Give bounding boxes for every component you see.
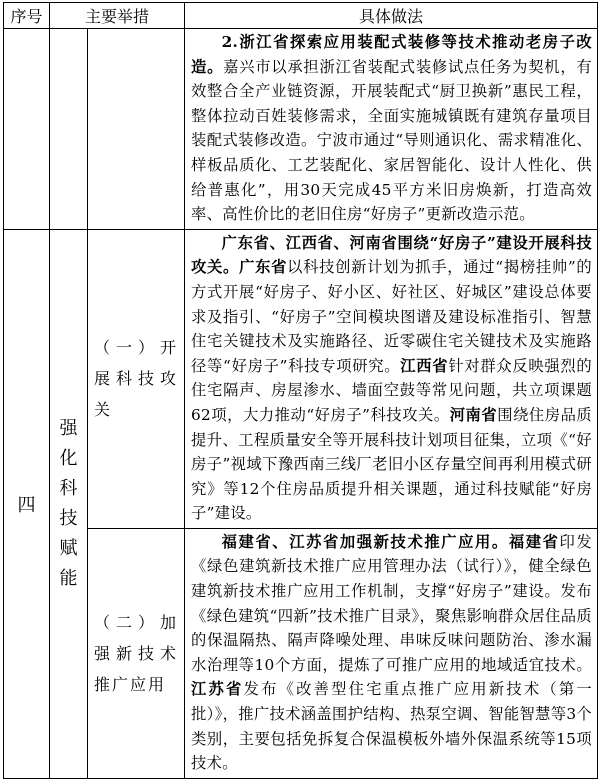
category-cell-empty: [50, 29, 88, 230]
category-cell: [50, 229, 88, 778]
category-text: 强化科技赋能: [59, 417, 78, 589]
detail-text: 针对群众反映强烈的住宅隔声、房屋渗水、墙面空鼓等常见问题，共立项课题62项，大力推动“好房子”科技攻关。: [191, 356, 593, 424]
detail-text: 印发《绿色建筑新技术推广应用管理办法（试行）》，健全绿色建筑新技术推广应用工作机制，支撑“好房子”建设。发布《绿色建筑“四新”技术推广目录》，聚焦影响群众居住品质的保温隔热、隔声降噪处理、串味反味问题防治、渗水漏水治理等10个方面，提炼了可推广应用的地域适宜技术。: [191, 532, 593, 674]
detail-cell: [185, 229, 598, 528]
sub-measure-cell: （一）开展科技攻关: [88, 229, 185, 528]
sub-measure-cell: （二）加强新技术推广应用: [88, 528, 185, 778]
table-row: [4, 229, 598, 528]
detail-heading: 福建省、江苏省加强新技术推广应用。: [221, 532, 509, 551]
seq-cell: 四: [4, 229, 50, 778]
header-measure: 主要举措: [50, 3, 185, 29]
detail-paragraph: [191, 530, 592, 776]
detail-paragraph: [191, 30, 592, 227]
detail-cell: [185, 528, 598, 778]
detail-paragraph: [191, 231, 592, 526]
province-name: 江西省: [400, 356, 449, 375]
table-row: [4, 29, 598, 230]
measures-table: [3, 2, 598, 779]
seq-cell-empty: [4, 29, 50, 230]
province-name: 河南省: [449, 405, 498, 424]
detail-text: 围绕住房品质提升、工程质量安全等开展科技计划项目征集，立项《“好房子”视域下豫西南三线厂老旧小区存量空间再利用模式研究》等12个住房品质提升相关课题，通过科技赋能“好房子”建设。: [191, 405, 593, 523]
province-name: 广东省: [239, 258, 288, 277]
detail-heading: 广东省、江西省、河南省围绕“好房子”建设开展科技攻关。: [191, 233, 593, 277]
header-practice: 具体做法: [185, 3, 598, 29]
header-seq: 序号: [4, 3, 50, 29]
table-header-row: [4, 3, 598, 29]
sub-cell-empty: [88, 29, 185, 230]
province-name: 江苏省: [191, 680, 244, 699]
table-row: [4, 528, 598, 778]
detail-text: 以科技创新计划为抓手，通过“揭榜挂帅”的方式开展“好房子、好小区、好社区、好城区”建设总体要求及指引、“好房子”空间模块图谱及建设标准指引、智慧住宅关键技术及实施路径、近零碳住宅关键技术及实施路径等“好房子”科技专项研究。: [191, 258, 593, 375]
province-name: 福建省: [508, 532, 560, 551]
detail-text: 发布《改善型住宅重点推广应用新技术（第一批）》，推广技术涵盖围护结构、热泵空调、智能智慧等3个类别，主要包括免拆复合保温模板外墙外保温系统等15项技术。: [191, 680, 593, 773]
detail-text: 嘉兴市以承担浙江省装配式装修试点任务为契机，有效整合全产业链资源，开展装配式“厨卫换新”惠民工程，整体拉动百姓装修需求，全面实施城镇既有建筑存量项目装配式装修改造。宁波市通过“导则通识化、需求精准化、样板品质化、工艺装配化、家居智能化、设计人性化、供给普惠化”，用30天完成45平方米旧房焕新，打造高效率、高性价比的老旧住房“好房子”更新改造示范。: [191, 57, 593, 224]
detail-cell: [185, 29, 598, 230]
detail-heading: 2.浙江省探索应用装配式装修等技术推动老房子改造。: [191, 33, 593, 76]
